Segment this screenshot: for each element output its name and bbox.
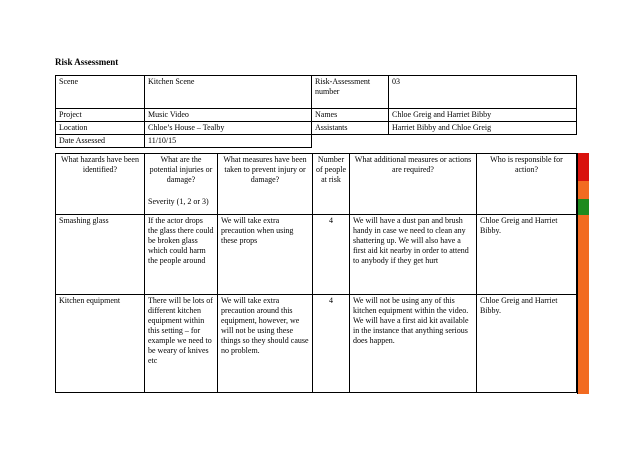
risk-number-value: 03 [389,76,577,109]
table-row [56,215,577,295]
risk-number-label: Risk-Assessment number [312,76,389,109]
assistants-label: Assistants [312,122,389,135]
hazard-cell: Smashing glass [56,215,145,295]
header-additional: What additional measures or actions are required? [350,154,477,215]
scene-label: Scene [56,76,145,109]
risk-low-swatch [577,199,589,215]
header-number: Number of people at risk [313,154,350,215]
header-hazards: What hazards have been identified? [56,154,145,215]
assistants-value: Harriet Bibby and Chloe Greig [389,122,577,135]
risk-medium-swatch [577,215,589,394]
names-label: Names [312,109,389,122]
info-table [55,75,577,148]
injury-cell: If the actor drops the glass there could be broken glass which could harm the people around [145,215,218,295]
header-responsible: Who is responsible for action? [477,154,577,215]
number-cell: 4 [313,215,350,295]
header-measures: What measures have been taken to prevent injury or damage? [218,154,313,215]
names-value: Chloe Greig and Harriet Bibby [389,109,577,122]
additional-cell: We will not be using any of this kitchen equipment within the video. We will have a first aid kit available in the instance that anything serious does happen. [350,295,477,393]
risk-high-swatch [577,153,589,181]
risk-rating-strip [577,153,588,394]
location-value: Chloe’s House – Tealby [145,122,312,135]
header-severity: Severity (1, 2 or 3) [148,197,209,206]
empty-cell [389,135,577,148]
measures-cell: We will take extra precaution when using these props [218,215,313,295]
hazard-cell: Kitchen equipment [56,295,145,393]
document-title: Risk Assessment [55,57,119,67]
location-label: Location [56,122,145,135]
additional-cell: We will have a dust pan and brush handy in case we need to clean any shattering up. We will also have a first aid kit nearby in order to attend to anybody if they get hurt [350,215,477,295]
date-value: 11/10/15 [145,135,312,148]
hazard-table [55,153,577,393]
measures-cell: We will take extra precaution around this equipment, however, we will not be using these things so they should cause no problem. [218,295,313,393]
project-label: Project [56,109,145,122]
responsible-cell: Chloe Greig and Harriet Bibby. [477,295,577,393]
responsible-cell: Chloe Greig and Harriet Bibby. [477,215,577,295]
project-value: Music Video [145,109,312,122]
table-row [56,295,577,393]
header-potential-cell [145,154,218,215]
empty-cell [312,135,389,148]
date-label: Date Assessed [56,135,145,148]
header-potential: What are the potential injuries or damage? [149,155,213,184]
injury-cell: There will be lots of different kitchen equipment within this setting – for example we need to be weary of knives etc [145,295,218,393]
number-cell: 4 [313,295,350,393]
scene-value: Kitchen Scene [145,76,312,109]
risk-medium-swatch [577,181,589,199]
